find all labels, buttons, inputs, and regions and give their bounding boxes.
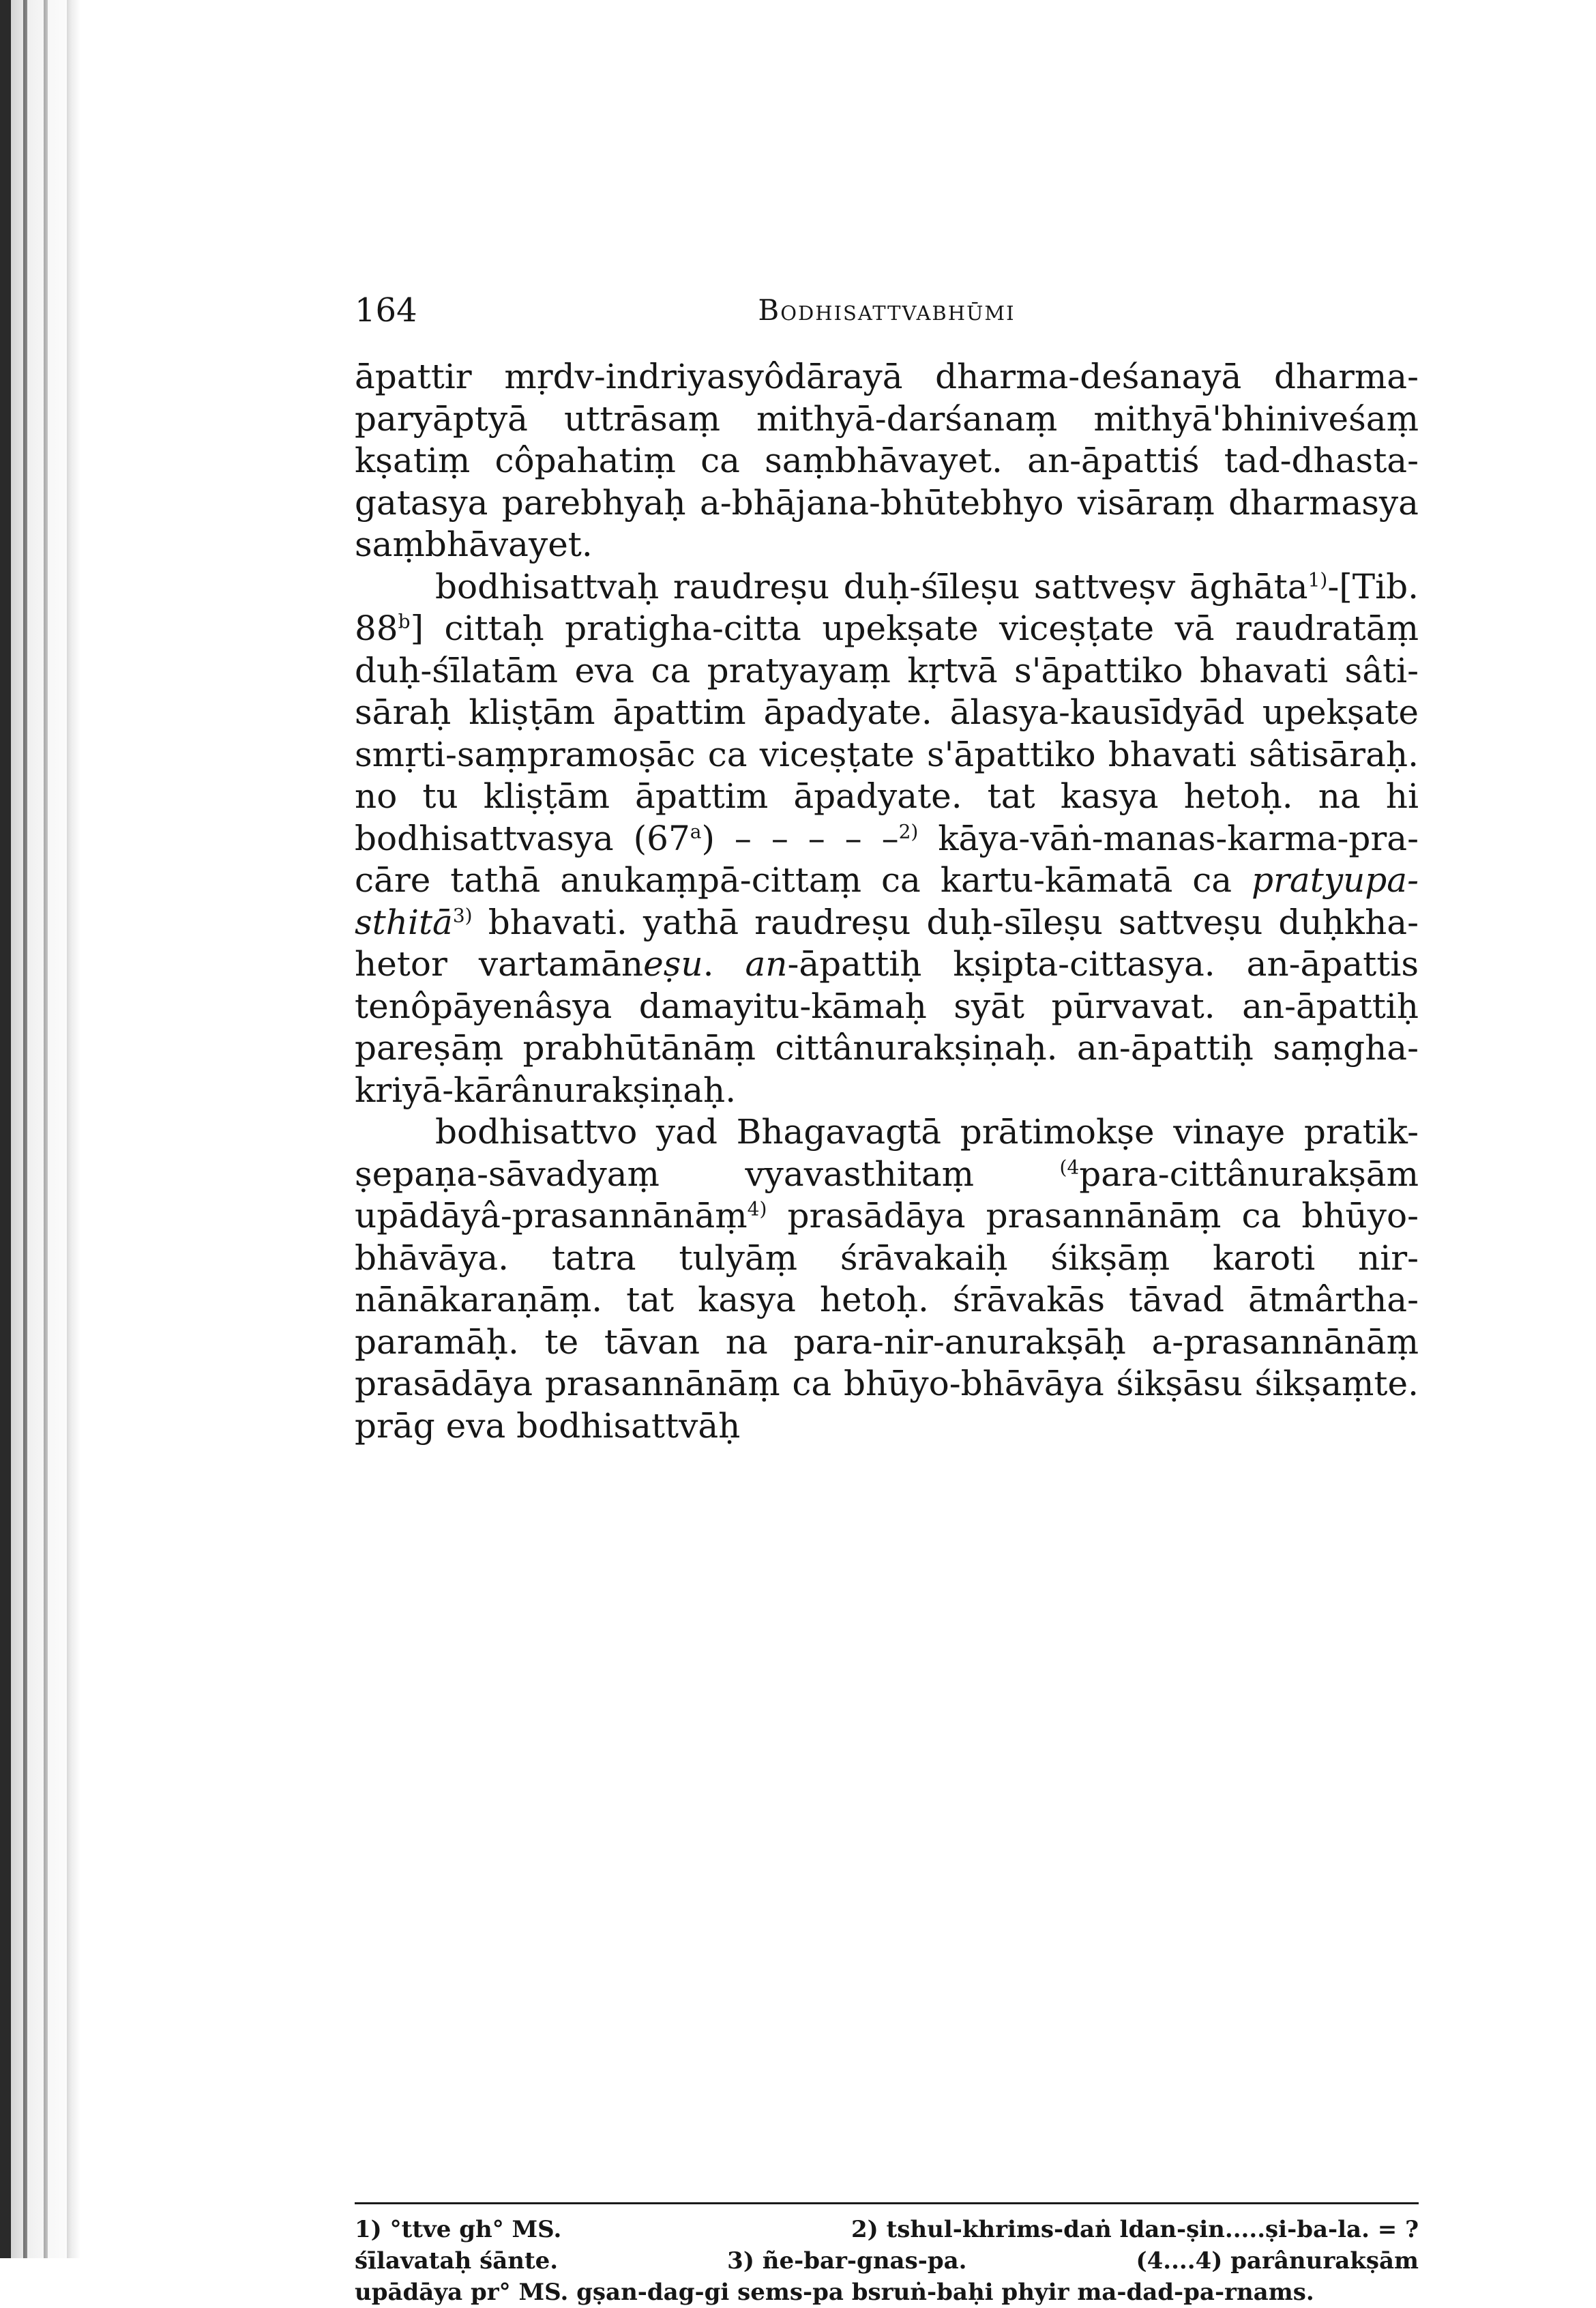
page-header — [355, 287, 1419, 334]
p2-text-b: -[Tib. 88 — [355, 566, 1419, 648]
footnote-line-1 — [355, 2214, 1419, 2245]
running-title: Bodhisattvabhūmi — [758, 293, 1016, 327]
footnote-2: 2) tshul-khrims-daṅ ldan-ṣin.....ṣi-ba-la. = ? — [851, 2216, 1419, 2243]
footnote-ref-4-open: (4 — [1059, 1155, 1080, 1178]
p2-text-g: . — [703, 944, 745, 984]
footnote-2-continued: śīlavataḥ śānte. — [355, 2247, 559, 2275]
page-number: 164 — [355, 291, 417, 330]
p2-text-a: bodhisattvaḥ raudreṣu duḥ-śīleṣu sattveṣv āghāta — [435, 566, 1308, 607]
main-text — [355, 356, 1419, 1447]
paragraph-3 — [355, 1111, 1419, 1447]
footnote-4-continued: upādāya pr° MS. gṣan-dag-gi sems-pa bsruṅ-baḥi phyir ma-dad-pa-rnams. — [355, 2279, 1314, 2306]
p2-text-d: ) – – – – – — [701, 818, 899, 858]
folio-a-mark: a — [690, 819, 702, 843]
footnote-1: 1) °ttve gh° MS. — [355, 2216, 562, 2243]
p2-text-f: bhavati. yathā raudreṣu duḥ-sīleṣu sattveṣu duḥkha-hetor vartamān — [355, 902, 1419, 984]
footnote-line-3 — [355, 2277, 1419, 2308]
book-binding-edge — [0, 0, 80, 2258]
paragraph-2 — [355, 566, 1419, 1112]
folio-b-mark: b — [398, 610, 411, 633]
footnote-ref-2: 2) — [898, 819, 919, 843]
footnote-4: (4....4) parânurakṣām — [1136, 2247, 1419, 2275]
paragraph-1: āpattir mṛdv-indriyasyôdārayā dharma-deśanayā dharma-paryāptyā uttrāsaṃ mithyā-darśanaṃ mithyā'bhiniveśaṃ kṣatiṃ côpahatiṃ ca saṃbhāvayet. an-āpattiś tad-dhasta-gatasya parebhyaḥ a-bhājana-bhūtebhyo visāraṃ dharmasya saṃbhāvayet. — [355, 357, 1419, 564]
p2-italic-1: pratyupa-sthitā — [355, 860, 1419, 942]
p3-text-a: bodhisattvo yad Bhagavagtā prātimokṣe vinaye pratik-ṣepaṇa-sāvadyaṃ vyavasthitaṃ — [355, 1112, 1419, 1194]
p2-text-h: -āpattiḥ kṣipta-cittasya. an-āpattis tenôpāyenâsya damayitu-kāmaḥ syāt pūrvavat. an-āpattiḥ pareṣāṃ prabhūtānāṃ cittânurakṣiṇaḥ. an-āpattiḥ saṃgha-kriyā-kārânurakṣiṇaḥ. — [355, 944, 1419, 1110]
p3-text-b: para-cittânurakṣām upādāyâ-prasannānāṃ — [355, 1154, 1419, 1236]
p2-text-c: ] cittaḥ pratigha-citta upekṣate viceṣṭate vā raudratāṃ duḥ-śīlatām eva ca pratyayaṃ kṛtvā s'āpattiko bhavati sâti-sāraḥ kliṣṭām āpattim āpadyate. ālasya-kausīdyād upekṣate smṛti-saṃpramoṣāc ca viceṣṭate s'āpattiko bhavati sâtisāraḥ. no tu kliṣṭām āpattim āpadyate. tat kasya hetoḥ. na hi bodhisattvasya (67 — [355, 609, 1419, 858]
footnote-3: 3) ñe-bar-gnas-pa. — [727, 2247, 967, 2275]
p3-text-c: prasādāya prasannānāṃ ca bhūyo-bhāvāya. tatra tulyāṃ śrāvakaiḥ śikṣāṃ karoti nir-nānākaraṇāṃ. tat kasya hetoḥ. śrāvakās tāvad ātmârtha-paramāḥ. te tāvan na para-nir-anurakṣāḥ a-prasannānāṃ prasādāya prasannānāṃ ca bhūyo-bhāvāya śikṣāsu śikṣaṃte. prāg eva bodhisattvāḥ — [355, 1196, 1419, 1446]
footnote-divider — [355, 2202, 1419, 2204]
footnote-ref-1: 1) — [1307, 568, 1328, 591]
p2-text-e: kāya-vāṅ-manas-karma-pra-cāre tathā anukaṃpā-cittaṃ ca kartu-kāmatā ca — [355, 818, 1419, 900]
footnote-ref-3: 3) — [452, 903, 473, 926]
footnote-line-2 — [355, 2245, 1419, 2277]
footnote-ref-4-close: 4) — [747, 1197, 767, 1221]
footnotes — [355, 2214, 1419, 2308]
p2-italic-3: an — [745, 944, 788, 984]
p2-italic-2: eṣu — [643, 944, 703, 984]
